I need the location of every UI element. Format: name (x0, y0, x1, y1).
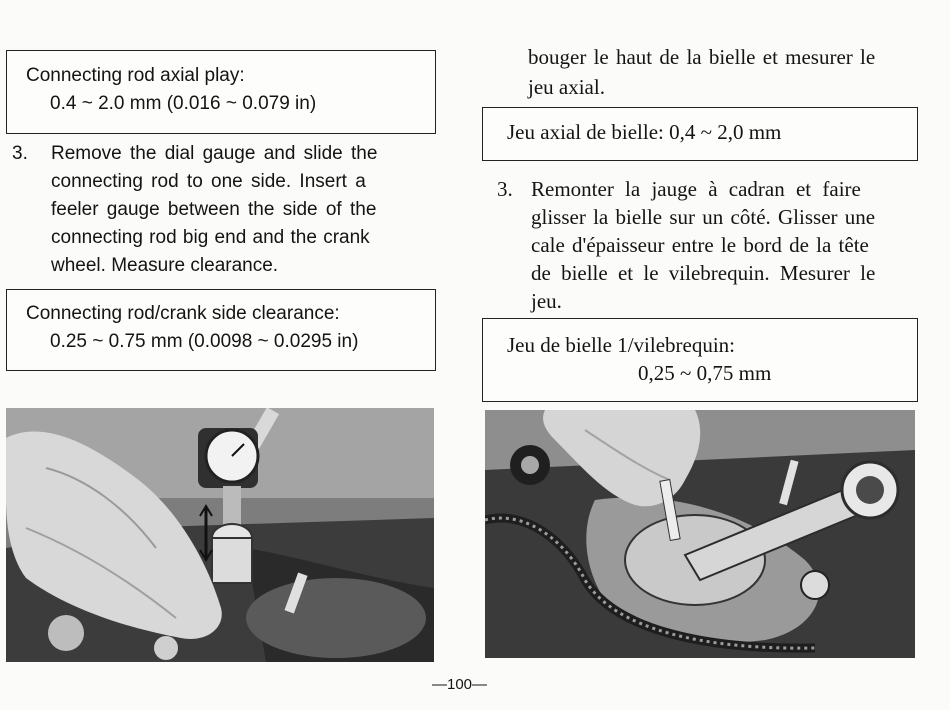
photo-dial-gauge-measurement (6, 408, 434, 662)
spec-value: 0,25 ~ 0,75 mm (638, 361, 772, 385)
page-number: —100— (432, 676, 488, 693)
spec-value: 0.4 ~ 2.0 mm (0.016 ~ 0.079 in) (50, 93, 317, 114)
spec-label: Connecting rod axial play: (26, 65, 245, 86)
step-number: 3. (497, 177, 513, 201)
step-line: connecting rod to one side. Insert a (51, 171, 366, 192)
step-line: jeu. (531, 289, 562, 313)
spec-label: Connecting rod/crank side clearance: (26, 303, 340, 324)
step-line: glisser la bielle sur un côté. Glisser une (531, 205, 876, 229)
step-line: Remove the dial gauge and slide the (51, 143, 378, 164)
step-line: cale d'épaisseur entre le bord de la tête (531, 233, 869, 257)
spec-box-side-clearance-fr (482, 318, 918, 402)
spec-box-side-clearance-en (6, 289, 436, 371)
intro-line: bouger le haut de la bielle et mesurer le (528, 45, 876, 69)
step-line: de bielle et le vilebrequin. Mesurer le (531, 261, 876, 285)
intro-line: jeu axial. (528, 75, 605, 99)
spec-box-axial-play-fr (482, 107, 918, 161)
step-number: 3. (12, 143, 28, 164)
spec-box-axial-play-en (6, 50, 436, 134)
step-line: feeler gauge between the side of the (51, 199, 377, 220)
spec-value: 0.25 ~ 0.75 mm (0.0098 ~ 0.0295 in) (50, 331, 359, 352)
spec-label: Jeu axial de bielle: 0,4 ~ 2,0 mm (507, 120, 782, 144)
spec-label: Jeu de bielle 1/vilebrequin: (507, 333, 736, 357)
step-line: connecting rod big end and the crank (51, 227, 370, 248)
step-line: Remonter la jauge à cadran et faire (531, 177, 861, 201)
step-line: wheel. Measure clearance. (51, 255, 279, 276)
photo-feeler-gauge-measurement (485, 410, 915, 658)
